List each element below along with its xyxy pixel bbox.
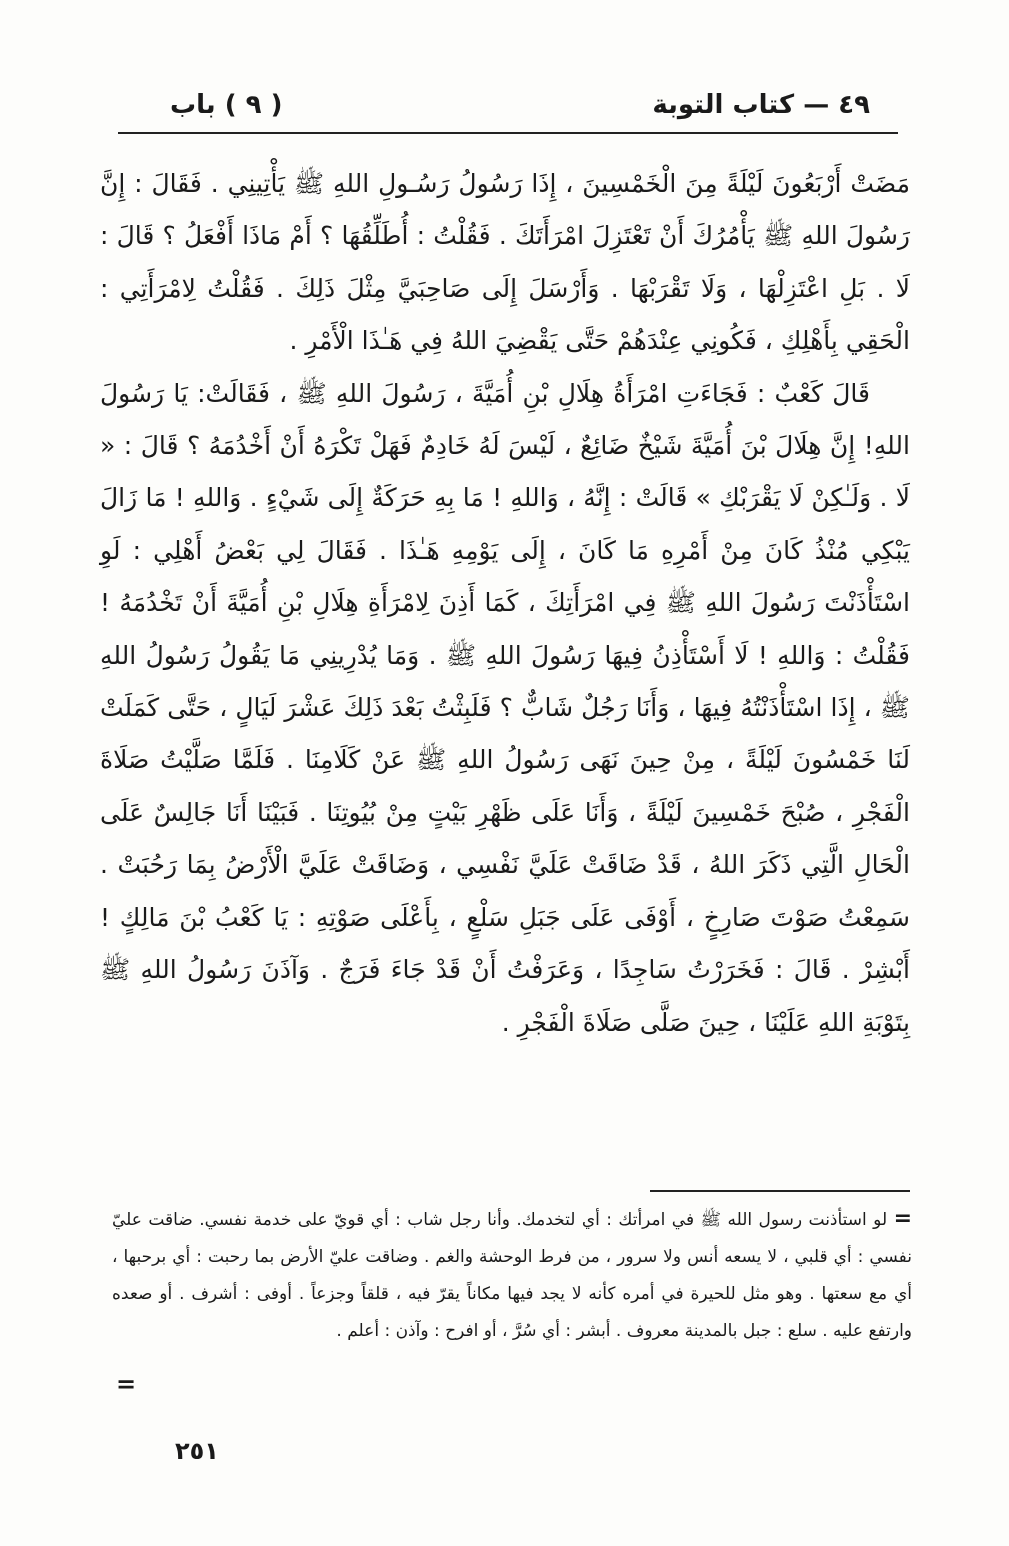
page-number: ٢٥١ [175, 1437, 219, 1465]
continuation-mark-end: = [116, 1370, 137, 1398]
running-title: ٤٩ — كتاب التوبة [652, 90, 870, 120]
footnote-body: لو استأذنت رسول الله ﷺ في امرأتك : أي لتخدمك. وأنا رجل شاب : أي قويّ على خدمة نفسي. ضاقت عليّ نفسي : أي قلبي ، لا يسعه أنس ولا سرور ، من فرط الوحشة والغم . وضاقت عليّ الأرض بما رحبت : أي برحبها ، أي مع سعتها . وهو مثل للحيرة في أمره كأنه لا يجد فيها مكاناً يقرّ فيه ، قلقاً وجزعاً . أوفى : أشرف . أو صعده وارتفع عليه . سلع : جبل بالمدينة معروف . أبشر : أي سُرَّ ، أو افرح : وآذن : أعلم . [112, 1210, 912, 1341]
paragraph: قَالَ كَعْبٌ : فَجَاءَتِ امْرَأَةُ هِلَالِ بْنِ أُمَيَّةَ ، رَسُولَ اللهِ ﷺ ، فَقَالَتْ: يَا رَسُولَ اللهِ! إِنَّ هِلَالَ بْنَ أُمَيَّةَ شَيْخٌ ضَائِعٌ ، لَيْسَ لَهُ خَادِمٌ فَهَلْ تَكْرَهُ أَنْ أَخْدُمَهُ ؟ قَالَ : « لَا . وَلَـٰكِنْ لَا يَقْرَبْكِ » قَالَتْ : إِنَّهُ ، وَاللهِ ! مَا بِهِ حَرَكَةٌ إِلَى شَيْءٍ . وَاللهِ ! مَا زَالَ يَبْكِي مُنْذُ كَانَ مِنْ أَمْرِهِ مَا كَانَ ، إِلَى يَوْمِهِ هَـٰذَا . فَقَالَ لِي بَعْضُ أَهْلِي : لَوِ اسْتَأْذَنْتَ رَسُولَ اللهِ ﷺ فِي امْرَأَتِكَ ، كَمَا أَذِنَ لِامْرَأَةِ هِلَالِ بْنِ أُمَيَّةَ أَنْ تَخْدُمَهُ ! فَقُلْتُ : وَاللهِ ! لَا أَسْتَأْذِنُ فِيهَا رَسُولَ اللهِ ﷺ . وَمَا يُدْرِينِي مَا يَقُولُ رَسُولُ اللهِ ﷺ ، إِذَا اسْتَأْذَنْتُهُ فِيهَا ، وَأَنَا رَجُلٌ شَابٌّ ؟ فَلَبِثْتُ بَعْدَ ذَلِكَ عَشْرَ لَيَالٍ ، حَتَّى كَمَلَتْ لَنَا خَمْسُونَ لَيْلَةً ، مِنْ حِينَ نَهَى رَسُولُ اللهِ ﷺ عَنْ كَلَامِنَا . فَلَمَّا صَلَّيْتُ صَلَاةَ الْفَجْرِ ، صُبْحَ خَمْسِينَ لَيْلَةً ، وَأَنَا عَلَى ظَهْرِ بَيْتٍ مِنْ بُيُوتِنَا . فَبَيْنَا أَنَا جَالِسٌ عَلَى الْحَالِ الَّتِي ذَكَرَ اللهُ ، قَدْ ضَاقَتْ عَلَيَّ نَفْسِي ، وَضَاقَتْ عَلَيَّ الْأَرْضُ بِمَا رَحُبَتْ . سَمِعْتُ صَوْتَ صَارِخٍ ، أَوْفَى عَلَى جَبَلِ سَلْعٍ ، بِأَعْلَى صَوْتِهِ : يَا كَعْبُ بْنَ مَالِكٍ ! أَبْشِرْ . قَالَ : فَخَرَرْتُ سَاجِدًا ، وَعَرَفْتُ أَنْ قَدْ جَاءَ فَرَجٌ . وَآذَنَ رَسُولُ اللهِ ﷺ بِتَوْبَةِ اللهِ عَلَيْنَا ، حِينَ صَلَّى صَلَاةَ الْفَجْرِ . [100, 378, 910, 1037]
header-divider [118, 132, 898, 134]
page-header [110, 90, 890, 130]
chapter-label: ( ٩ ) باب [170, 90, 283, 120]
continuation-mark: = [893, 1206, 913, 1231]
footnotes [112, 1200, 912, 1350]
paragraph: مَضَتْ أَرْبَعُونَ لَيْلَةً مِنَ الْخَمْسِينَ ، إِذَا رَسُولُ رَسُـولِ اللهِ ﷺ يَأْتِينِي . فَقَالَ : إِنَّ رَسُولَ اللهِ ﷺ يَأْمُرُكَ أَنْ تَعْتَزِلَ امْرَأَتَكَ . فَقُلْتُ : أُطَلِّقُهَا ؟ أَمْ مَاذَا أَفْعَلُ ؟ قَالَ : لَا . بَلِ اعْتَزِلْهَا ، وَلَا تَقْرَبْهَا . وَأَرْسَلَ إِلَى صَاحِبَيَّ مِثْلَ ذَلِكَ . فَقُلْتُ لِامْرَأَتِي : الْحَقِي بِأَهْلِكِ ، فَكُونِي عِنْدَهُمْ حَتَّى يَقْضِيَ اللهُ فِي هَـٰذَا الْأَمْرِ . [100, 169, 910, 356]
main-text [100, 158, 910, 1049]
footnote-divider [650, 1190, 910, 1192]
footnote-text [112, 1200, 912, 1350]
